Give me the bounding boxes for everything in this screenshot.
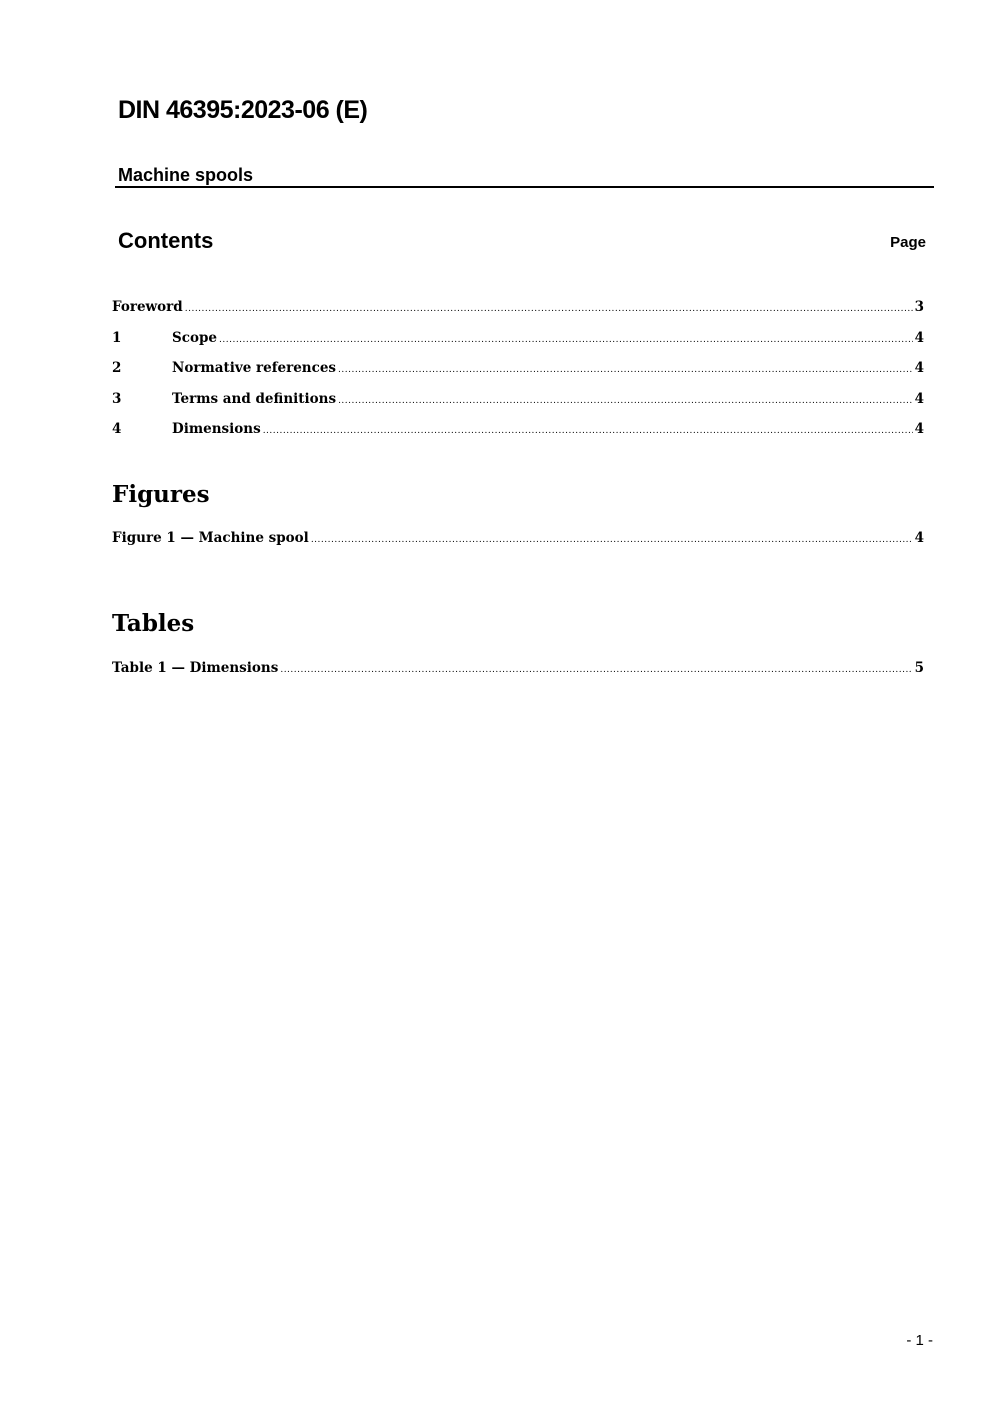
toc-entry-number: 2 xyxy=(112,360,122,376)
header-rule xyxy=(115,186,934,188)
figure-entry-page: 4 xyxy=(914,530,924,546)
contents-heading: Contents xyxy=(118,228,214,253)
toc-entry-page: 4 xyxy=(914,391,924,407)
toc-entry-dimensions[interactable] xyxy=(112,419,924,439)
toc-entry-page: 4 xyxy=(914,360,924,376)
toc-leader-dots xyxy=(311,530,913,550)
toc-entry-title: Normative references xyxy=(172,360,337,376)
figure-entry-machine-spool[interactable] xyxy=(112,528,924,548)
toc-leader-dots xyxy=(338,360,913,380)
toc-entry-title: Dimensions xyxy=(172,421,261,437)
page-column-label: Page xyxy=(890,234,926,251)
toc-entry-title: Scope xyxy=(172,330,218,346)
toc-leader-dots xyxy=(280,660,912,680)
toc-entry-page: 4 xyxy=(914,330,924,346)
toc-entry-normative-references[interactable] xyxy=(112,358,924,378)
toc-entry-page: 4 xyxy=(914,421,924,437)
toc-entry-scope[interactable] xyxy=(112,328,924,348)
toc-entry-number: 1 xyxy=(112,330,122,346)
toc-entry-page: 3 xyxy=(914,299,924,315)
toc-entry-number: 3 xyxy=(112,391,122,407)
toc-entry-title: Foreword xyxy=(112,299,183,315)
figure-entry-title: Figure 1 — Machine spool xyxy=(112,530,309,546)
document-subtitle: Machine spools xyxy=(118,165,254,185)
toc-entry-number: 4 xyxy=(112,421,122,437)
toc-leader-dots xyxy=(219,330,913,350)
toc-entry-foreword[interactable] xyxy=(112,297,924,317)
figures-heading: Figures xyxy=(112,481,210,508)
toc-leader-dots xyxy=(263,421,913,441)
toc-leader-dots xyxy=(185,299,913,319)
table-entry-page: 5 xyxy=(914,660,924,676)
toc-entry-terms-and-definitions[interactable] xyxy=(112,389,924,409)
tables-heading: Tables xyxy=(112,610,195,637)
toc-entry-title: Terms and definitions xyxy=(172,391,337,407)
table-entry-dimensions[interactable] xyxy=(112,658,924,678)
footer-page-number: - 1 - xyxy=(906,1332,933,1349)
toc-leader-dots xyxy=(338,391,913,411)
table-entry-title: Table 1 — Dimensions xyxy=(112,660,279,676)
document-id: DIN 46395:2023-06 (E) xyxy=(118,96,368,124)
